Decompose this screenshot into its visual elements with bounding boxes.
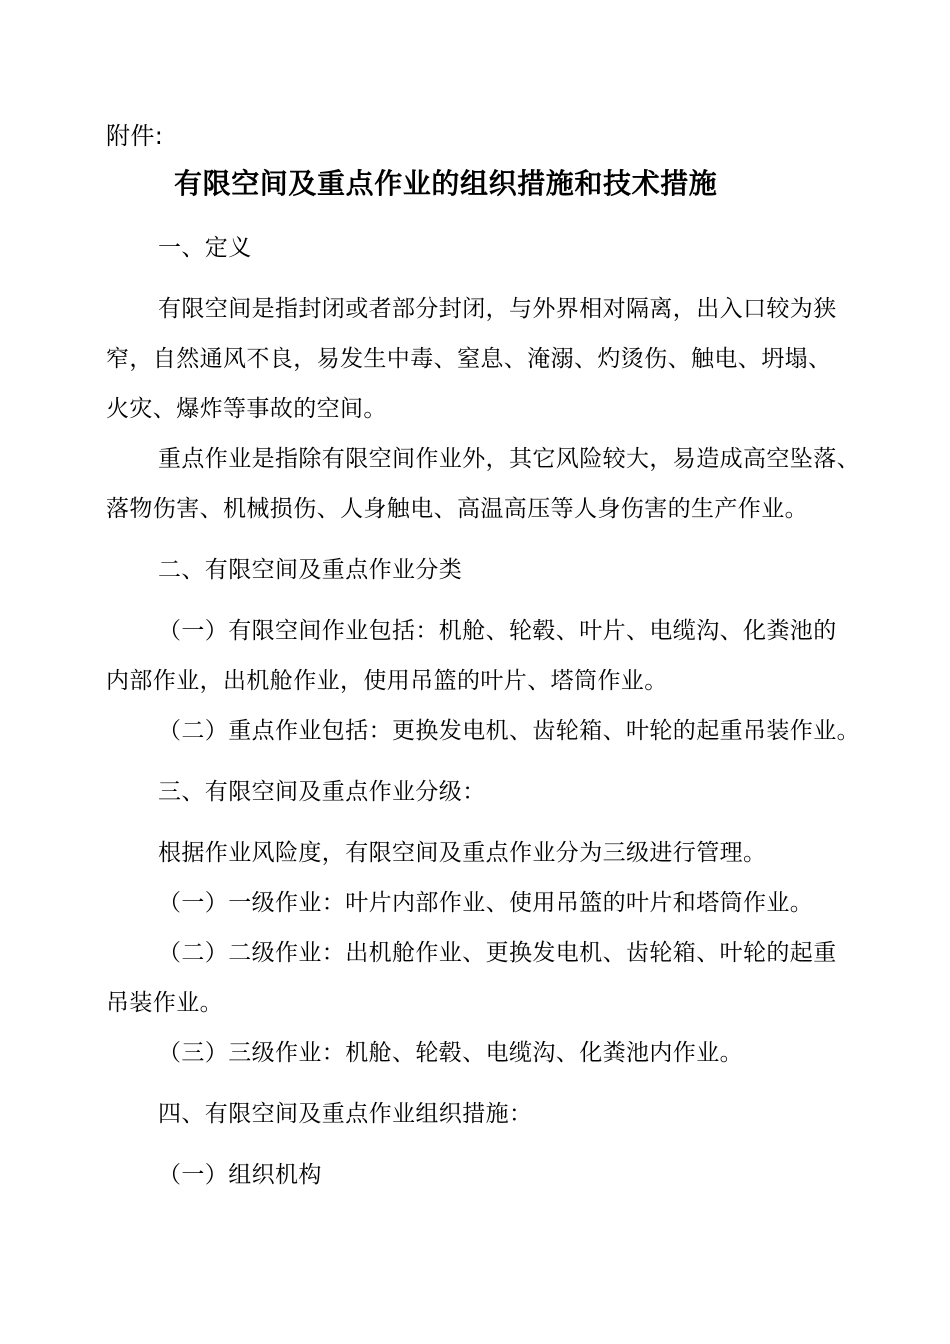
section-heading-definition: 一、定义: [158, 235, 252, 261]
section-heading-organization: 四、有限空间及重点作业组织措施：: [158, 1101, 533, 1127]
classification-item-line: （二）重点作业包括：更换发电机、齿轮箱、叶轮的起重吊装作业。: [158, 718, 860, 744]
grading-level-line: （一）一级作业：叶片内部作业、使用吊篮的叶片和塔筒作业。: [158, 890, 814, 916]
grading-level-line: （二）二级作业：出机舱作业、更换发电机、齿轮箱、叶轮的起重: [158, 940, 837, 966]
definition-paragraph-line: 窄，自然通风不良，易发生中毒、窒息、淹溺、灼烫伤、触电、坍塌、: [106, 346, 832, 372]
organization-item-line: （一）组织机构: [158, 1162, 322, 1188]
classification-item-line: （一）有限空间作业包括：机舱、轮毂、叶片、电缆沟、化粪池的: [158, 618, 837, 644]
definition-paragraph-line: 有限空间是指封闭或者部分封闭，与外界相对隔离，出入口较为狭: [158, 296, 837, 322]
definition-paragraph-line: 重点作业是指除有限空间作业外，其它风险较大，易造成高空坠落、: [158, 446, 860, 472]
section-heading-grading: 三、有限空间及重点作业分级：: [158, 779, 486, 805]
attachment-label: 附件:: [106, 122, 164, 150]
classification-item-line: 内部作业，出机舱作业，使用吊篮的叶片、塔筒作业。: [106, 668, 668, 694]
definition-paragraph-line: 落物伤害、机械损伤、人身触电、高温高压等人身伤害的生产作业。: [106, 496, 808, 522]
document-title: 有限空间及重点作业的组织措施和技术措施: [174, 167, 718, 200]
definition-paragraph-line: 火灾、爆炸等事故的空间。: [106, 396, 387, 422]
section-heading-classification: 二、有限空间及重点作业分类: [158, 557, 463, 583]
grading-intro: 根据作业风险度，有限空间及重点作业分为三级进行管理。: [158, 840, 767, 866]
grading-level-line: （三）三级作业：机舱、轮毂、电缆沟、化粪池内作业。: [158, 1040, 743, 1066]
grading-level-line: 吊装作业。: [106, 990, 223, 1016]
